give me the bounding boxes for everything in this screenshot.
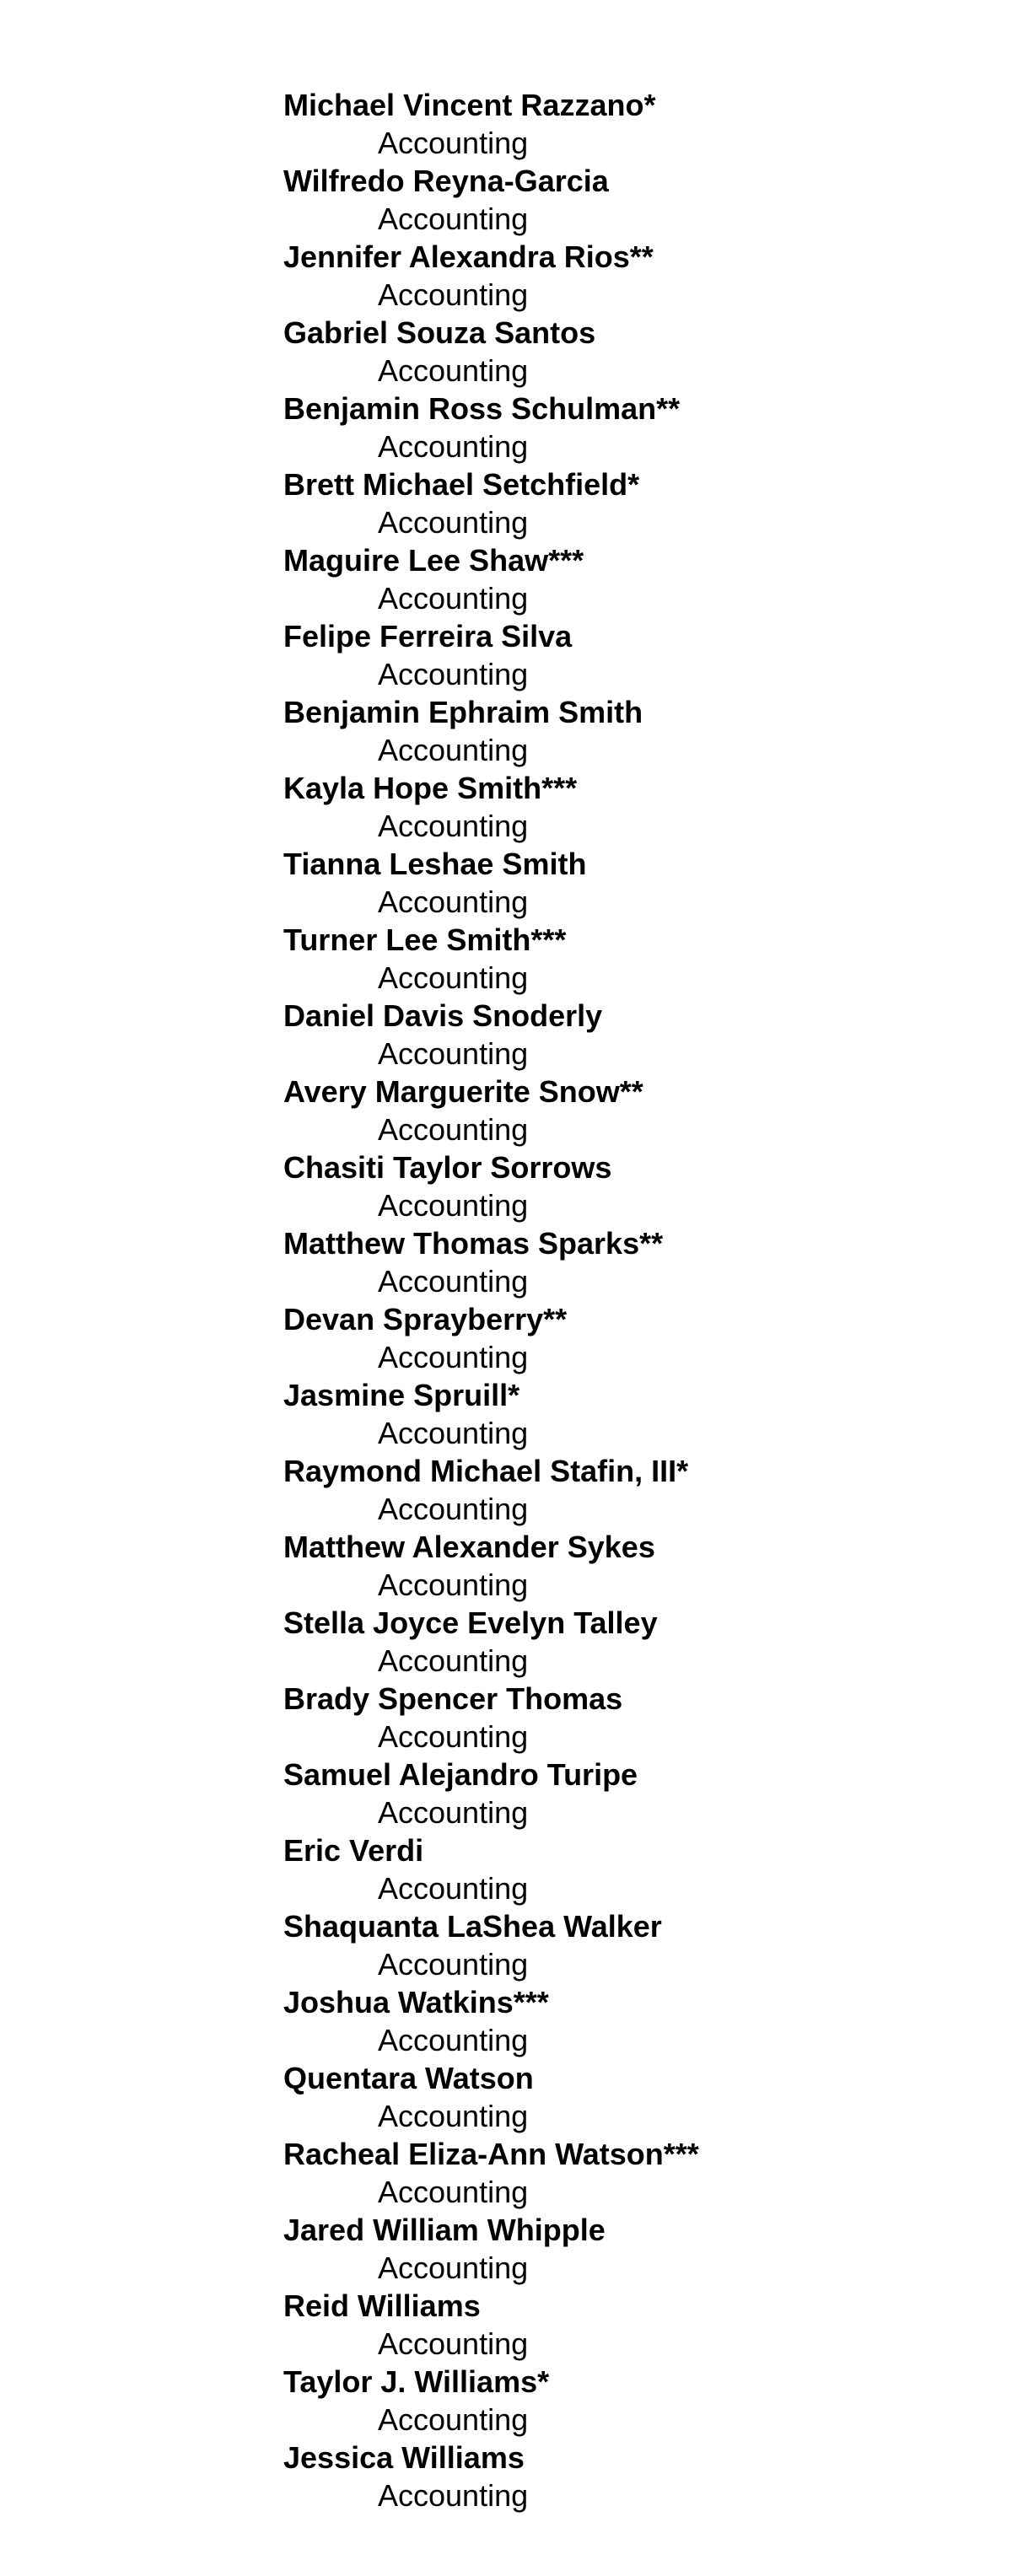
graduate-entry (283, 1983, 699, 2059)
graduate-name: Michael Vincent Razzano* (283, 88, 656, 122)
graduate-name: Maguire Lee Shaw*** (283, 543, 584, 578)
graduate-name: Wilfredo Reyna-Garcia (283, 164, 609, 198)
graduate-major: Accounting (378, 353, 529, 388)
graduate-name: Matthew Alexander Sykes (283, 1530, 655, 1564)
graduate-name: Benjamin Ephraim Smith (283, 695, 643, 729)
graduate-major: Accounting (378, 202, 529, 236)
graduate-major: Accounting (378, 277, 529, 312)
graduate-major: Accounting (378, 1643, 529, 1678)
graduate-major: Accounting (378, 1568, 529, 1602)
graduate-entry (283, 541, 699, 617)
graduate-name: Tianna Leshae Smith (283, 847, 587, 881)
graduate-entry (283, 465, 699, 541)
graduate-name: Quentara Watson (283, 2061, 534, 2095)
graduate-entry (283, 921, 699, 997)
graduate-name: Raymond Michael Stafin, III* (283, 1454, 689, 1488)
graduate-major: Accounting (378, 1416, 529, 1450)
graduate-name: Brady Spencer Thomas (283, 1681, 623, 1716)
graduate-name: Brett Michael Setchfield* (283, 467, 640, 502)
graduate-major: Accounting (378, 1188, 529, 1223)
graduate-name: Jared William Whipple (283, 2213, 606, 2247)
graduate-entry (283, 2135, 699, 2211)
graduate-name: Daniel Davis Snoderly (283, 998, 603, 1033)
graduate-major: Accounting (378, 1264, 529, 1299)
graduate-entry (283, 1073, 699, 1148)
graduate-name: Samuel Alejandro Turipe (283, 1757, 638, 1792)
graduate-entry (283, 1300, 699, 1376)
graduate-name: Turner Lee Smith*** (283, 922, 567, 957)
graduate-major: Accounting (378, 1795, 529, 1830)
graduate-major: Accounting (378, 2402, 529, 2437)
graduate-name: Jasmine Spruill* (283, 1378, 520, 1412)
graduate-entry (283, 162, 699, 238)
graduate-name: Stella Joyce Evelyn Talley (283, 1605, 658, 1640)
graduate-major: Accounting (378, 960, 529, 995)
graduate-major: Accounting (378, 1871, 529, 1906)
graduate-major: Accounting (378, 657, 529, 691)
graduate-major: Accounting (378, 733, 529, 767)
graduate-name: Avery Marguerite Snow** (283, 1074, 643, 1109)
graduate-major: Accounting (378, 581, 529, 616)
graduate-major: Accounting (378, 2326, 529, 2361)
graduate-entry (283, 769, 699, 845)
graduate-name: Taylor J. Williams* (283, 2364, 550, 2399)
graduate-name: Felipe Ferreira Silva (283, 619, 573, 653)
graduate-entry (283, 1831, 699, 1907)
graduate-entry (283, 1224, 699, 1300)
graduate-entry (283, 2287, 699, 2363)
graduate-major: Accounting (378, 1112, 529, 1147)
graduate-name: Joshua Watkins*** (283, 1985, 549, 2019)
graduate-entry (283, 1756, 699, 1831)
graduate-major: Accounting (378, 1719, 529, 1754)
graduate-entry (283, 1376, 699, 1452)
graduate-name: Reid Williams (283, 2288, 481, 2323)
graduate-entry (283, 314, 699, 390)
graduate-major: Accounting (378, 1492, 529, 1526)
graduate-name: Kayla Hope Smith*** (283, 771, 578, 805)
graduate-entry (283, 845, 699, 921)
graduate-entry (283, 1148, 699, 1224)
graduate-major: Accounting (378, 429, 529, 464)
graduate-major: Accounting (378, 1036, 529, 1071)
graduate-entry (283, 2211, 699, 2287)
graduate-name: Devan Sprayberry** (283, 1302, 568, 1336)
graduate-entry (283, 997, 699, 1073)
graduate-major: Accounting (378, 2023, 529, 2057)
graduate-name: Eric Verdi (283, 1833, 424, 1868)
graduate-name: Matthew Thomas Sparks** (283, 1226, 664, 1261)
graduate-name: Benjamin Ross Schulman** (283, 391, 681, 426)
graduate-list (283, 86, 699, 2514)
graduate-major: Accounting (378, 2478, 529, 2513)
graduate-major: Accounting (378, 2099, 529, 2133)
graduate-name: Racheal Eliza-Ann Watson*** (283, 2137, 699, 2171)
graduate-entry (283, 2363, 699, 2439)
graduate-entry (283, 390, 699, 465)
graduate-entry (283, 238, 699, 314)
graduate-name: Shaquanta LaShea Walker (283, 1909, 662, 1944)
graduate-major: Accounting (378, 1340, 529, 1374)
graduate-major: Accounting (378, 1947, 529, 1982)
graduate-name: Chasiti Taylor Sorrows (283, 1150, 612, 1185)
graduate-major: Accounting (378, 809, 529, 843)
graduate-entry (283, 1907, 699, 1983)
graduate-name: Gabriel Souza Santos (283, 315, 596, 350)
graduate-major: Accounting (378, 2175, 529, 2209)
graduate-name: Jessica Williams (283, 2440, 525, 2475)
graduate-entry (283, 2059, 699, 2135)
graduate-entry (283, 617, 699, 693)
graduate-major: Accounting (378, 2251, 529, 2285)
graduate-major: Accounting (378, 126, 529, 160)
graduate-entry (283, 693, 699, 769)
graduate-major: Accounting (378, 505, 529, 540)
graduate-entry (283, 1604, 699, 1680)
graduate-entry (283, 1452, 699, 1528)
graduate-entry (283, 2439, 699, 2514)
graduate-name: Jennifer Alexandra Rios** (283, 239, 654, 274)
graduate-major: Accounting (378, 885, 529, 919)
graduate-entry (283, 1528, 699, 1604)
graduate-entry (283, 1680, 699, 1756)
graduate-entry (283, 86, 699, 162)
